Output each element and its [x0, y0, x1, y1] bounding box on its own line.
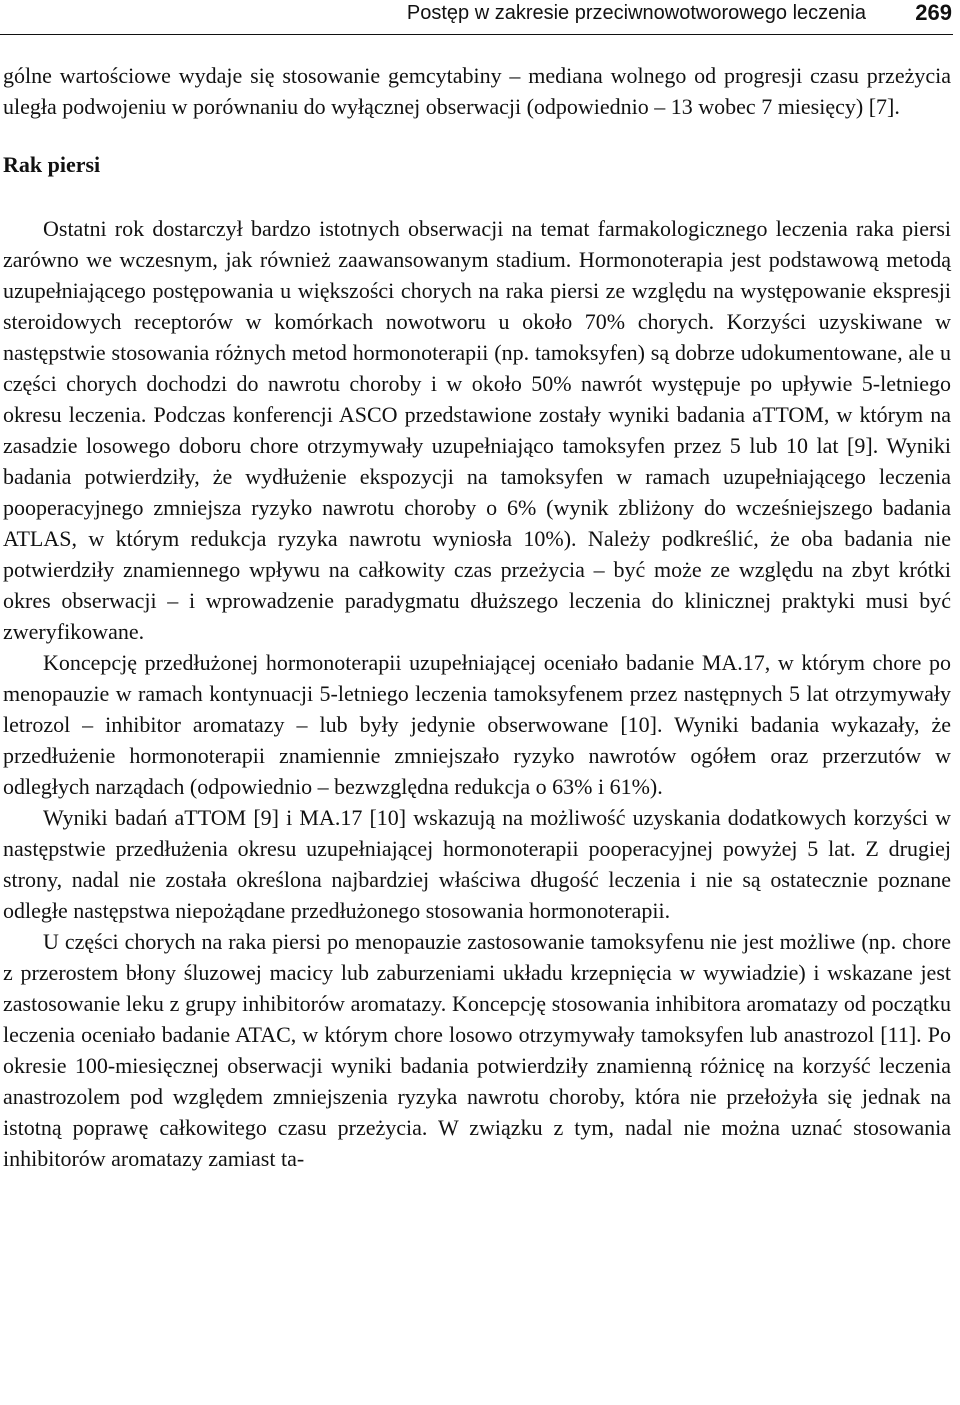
- body-text: [3, 60, 951, 1174]
- running-header: [0, 0, 960, 40]
- running-header-title: Postęp w zakresie przeciwnowotworowego leczenia: [406, 2, 866, 24]
- header-divider: [0, 34, 953, 35]
- intro-paragraph: gólne wartościowe wydaje się stosowanie gemcytabiny – mediana wolnego od progresji czasu przeżycia uległa podwojeniu w porównaniu do wyłącznej obserwacji (odpowiednio – 13 wobec 7 miesięcy) [7].: [3, 63, 951, 119]
- body-paragraph: Wyniki badań aTTOM [9] i MA.17 [10] wskazują na możliwość uzyskania dodatkowych korzyści w następstwie przedłużenia okresu uzupełniającej hormonoterapii pooperacyjnej powyżej 5 lat. Z drugiej strony, nadal nie została określona najbardziej właściwa długość leczenia i nie są ostatecznie poznane odległe następstwa niepożądane przedłużonego stosowania hormonoterapii.: [3, 805, 951, 923]
- body-paragraph: Ostatni rok dostarczył bardzo istotnych obserwacji na temat farmakologicznego leczenia raka piersi zarówno we wczesnym, jak również zaawansowanym stadium. Hormonoterapia jest podstawową metodą uzupełniającego postępowania u większości chorych na raka piersi ze względu na występowanie ekspresji steroidowych receptorów w komórkach nowotworu u około 70% chorych. Korzyści uzyskiwane w następstwie stosowania różnych metod hormonoterapii (np. tamoksyfen) są dobrze udokumentowane, ale u części chorych dochodzi do nawrotu choroby i w około 50% nawrót występuje po upływie 5-letniego okresu leczenia. Podczas konferencji ASCO przedstawione zostały wyniki badania aTTOM, w którym na zasadzie losowego doboru chore otrzymywały uzupełniająco tamoksyfen przez 5 lub 10 lat [9]. Wyniki badania potwierdziły, że wydłużenie ekspozycji na tamoksyfen w ramach uzupełniającego leczenia pooperacyjnego zmniejsza ryzyko nawrotu choroby o 6% (wynik zbliżony do wcześniejszego badania ATLAS, w którym redukcja ryzyka nawrotu wyniosła 10%). Należy podkreślić, że oba badania nie potwierdziły znamiennego wpływu na całkowity czas przeżycia – być może ze względu na zbyt krótki okres obserwacji – i wprowadzenie paradygmatu dłuższego leczenia do klinicznej praktyki musi być zweryfikowane.: [3, 216, 951, 644]
- page-number: 269: [915, 0, 952, 25]
- body-paragraph: U części chorych na raka piersi po menopauzie zastosowanie tamoksyfenu nie jest możliwe (np. chore z przerostem błony śluzowej macicy lub zaburzeniami układu krzepnięcia w wywiadzie) i wskazane jest zastosowanie leku z grupy inhibitorów aromatazy. Koncepcję stosowania inhibitora aromatazy od początku leczenia oceniało badanie ATAC, w którym chore losowo otrzymywały tamoksyfen lub anastrozol [11]. Po okresie 100-miesięcznej obserwacji wyniki badania potwierdziły znamienną różnicę na korzyść leczenia anastrozolem pod względem zmniejszenia ryzyka nawrotu choroby, która nie przełożyła się jednak na istotną poprawę całkowitego czasu przeżycia. W związku z tym, nadal nie można uznać stosowania inhibitorów aromatazy zamiast ta-: [3, 929, 951, 1171]
- body-paragraph: Koncepcję przedłużonej hormonoterapii uzupełniającej oceniało badanie MA.17, w którym chore po menopauzie w ramach kontynuacji 5-letniego leczenia tamoksyfenem przez następnych 5 lat otrzymywały letrozol – inhibitor aromatazy – lub były jedynie obserwowane [10]. Wyniki badania wykazały, że przedłużenie hormonoterapii znamiennie zmniejszało ryzyko nawrotów ogółem oraz przerzutów w odległych narządach (odpowiednio – bezwzględna redukcja o 63% i 61%).: [3, 650, 951, 799]
- section-heading: Rak piersi: [3, 152, 101, 177]
